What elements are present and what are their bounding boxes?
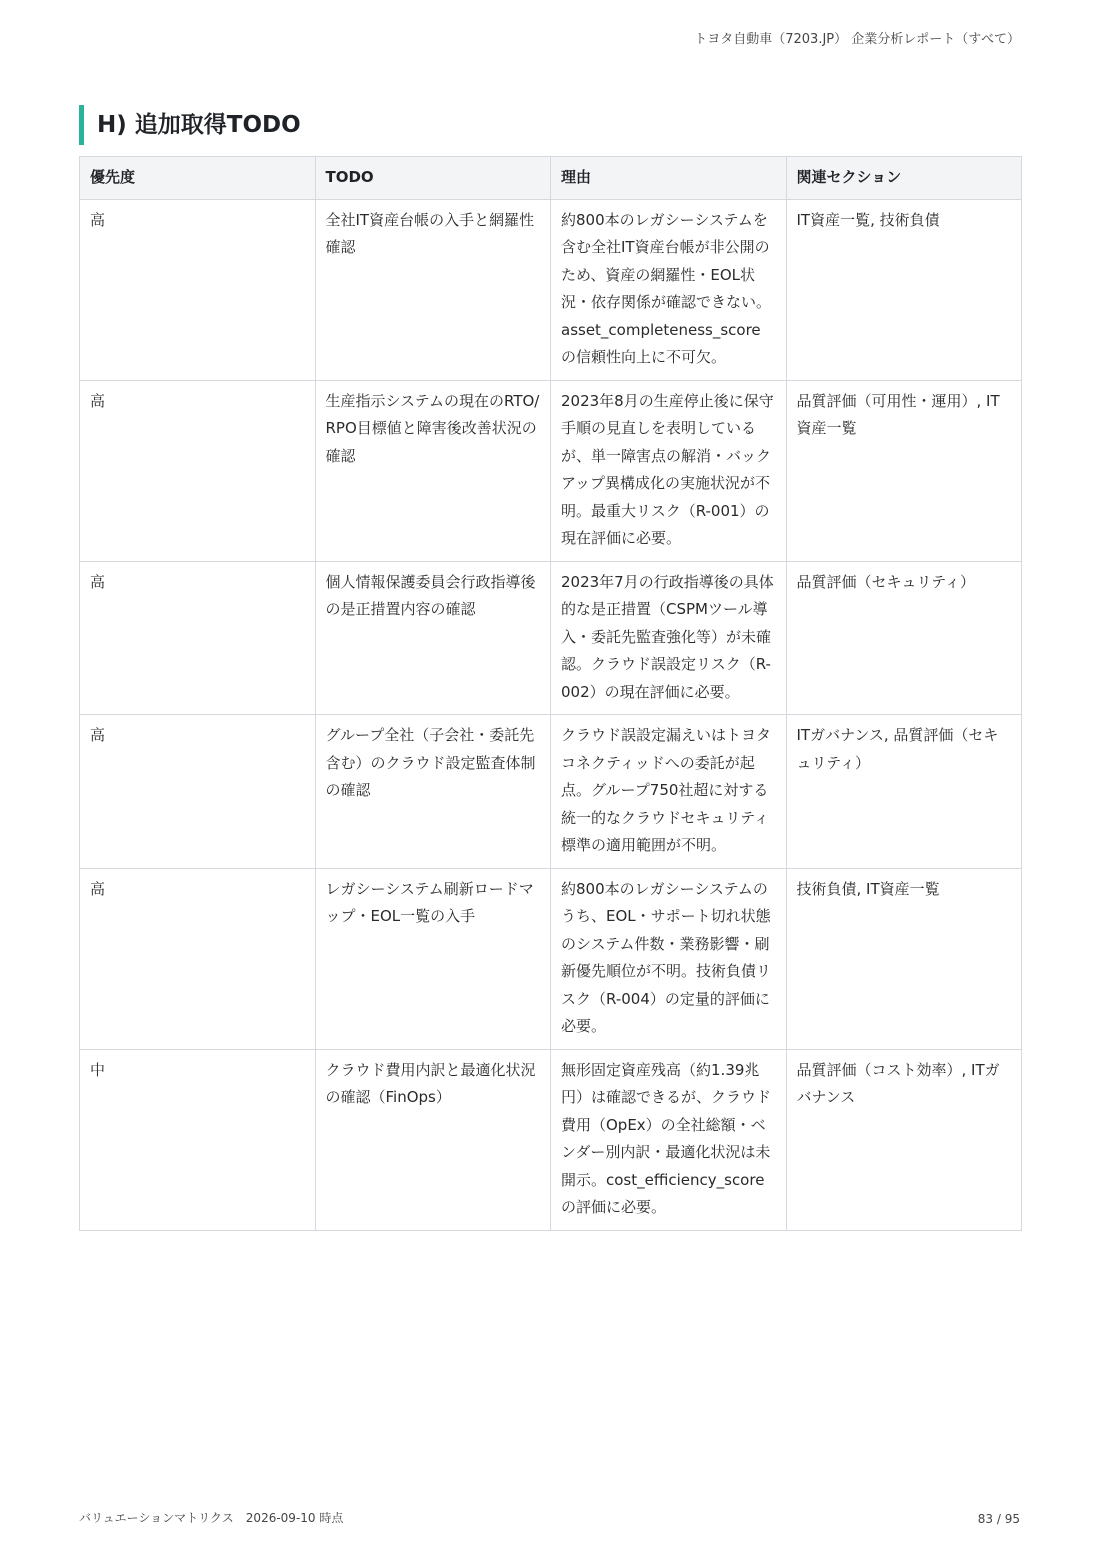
cell-reason: 約800本のレガシーシステムのうち、EOL・サポート切れ状態のシステム件数・業務影響・刷新優先順位が不明。技術負債リスク（R-004）の定量的評価に必要。 <box>551 868 787 1049</box>
cell-todo: 全社IT資産台帳の入手と網羅性確認 <box>315 199 551 380</box>
cell-section: ITガバナンス, 品質評価（セキュリティ） <box>786 715 1022 869</box>
cell-todo: 個人情報保護委員会行政指導後の是正措置内容の確認 <box>315 561 551 715</box>
cell-reason: 2023年7月の行政指導後の具体的な是正措置（CSPMツール導入・委託先監査強化等）が未確認。クラウド誤設定リスク（R-002）の現在評価に必要。 <box>551 561 787 715</box>
table-row <box>80 868 1022 1049</box>
cell-section: 品質評価（可用性・運用）, IT資産一覧 <box>786 380 1022 561</box>
todo-table <box>79 156 1022 1231</box>
cell-priority: 高 <box>80 561 316 715</box>
cell-priority: 高 <box>80 380 316 561</box>
cell-reason: クラウド誤設定漏えいはトヨタコネクティッドへの委託が起点。グループ750社超に対する統一的なクラウドセキュリティ標準の適用範囲が不明。 <box>551 715 787 869</box>
column-header-todo: TODO <box>315 157 551 200</box>
cell-priority: 高 <box>80 868 316 1049</box>
table-row <box>80 1049 1022 1230</box>
cell-todo: クラウド費用内訳と最適化状況の確認（FinOps） <box>315 1049 551 1230</box>
cell-priority: 高 <box>80 199 316 380</box>
table-header-row <box>80 157 1022 200</box>
table-row <box>80 199 1022 380</box>
cell-priority: 高 <box>80 715 316 869</box>
cell-todo: 生産指示システムの現在のRTO/RPO目標値と障害後改善状況の確認 <box>315 380 551 561</box>
table-row <box>80 715 1022 869</box>
cell-priority: 中 <box>80 1049 316 1230</box>
column-header-priority: 優先度 <box>80 157 316 200</box>
cell-section: IT資産一覧, 技術負債 <box>786 199 1022 380</box>
cell-section: 技術負債, IT資産一覧 <box>786 868 1022 1049</box>
page-number: 83 / 95 <box>977 1512 1020 1526</box>
section-heading: H) 追加取得TODO <box>79 105 301 145</box>
footer-source-label: バリュエーションマトリクス 2026-09-10 時点 <box>79 1511 344 1525</box>
report-header-title: トヨタ自動車（7203.JP） 企業分析レポート（すべて） <box>694 32 1020 47</box>
cell-section: 品質評価（コスト効率）, ITガバナンス <box>786 1049 1022 1230</box>
cell-reason: 2023年8月の生産停止後に保守手順の見直しを表明しているが、単一障害点の解消・バックアップ異構成化の実施状況が不明。最重大リスク（R-001）の現在評価に必要。 <box>551 380 787 561</box>
column-header-reason: 理由 <box>551 157 787 200</box>
cell-todo: レガシーシステム刷新ロードマップ・EOL一覧の入手 <box>315 868 551 1049</box>
table-row <box>80 561 1022 715</box>
cell-reason: 約800本のレガシーシステムを含む全社IT資産台帳が非公開のため、資産の網羅性・EOL状況・依存関係が確認できない。asset_completeness_scoreの信頼性向上に不可欠。 <box>551 199 787 380</box>
cell-section: 品質評価（セキュリティ） <box>786 561 1022 715</box>
column-header-section: 関連セクション <box>786 157 1022 200</box>
cell-todo: グループ全社（子会社・委託先含む）のクラウド設定監査体制の確認 <box>315 715 551 869</box>
cell-reason: 無形固定資産残高（約1.39兆円）は確認できるが、クラウド費用（OpEx）の全社総額・ベンダー別内訳・最適化状況は未開示。cost_efficiency_scoreの評価に必要。 <box>551 1049 787 1230</box>
table-row <box>80 380 1022 561</box>
